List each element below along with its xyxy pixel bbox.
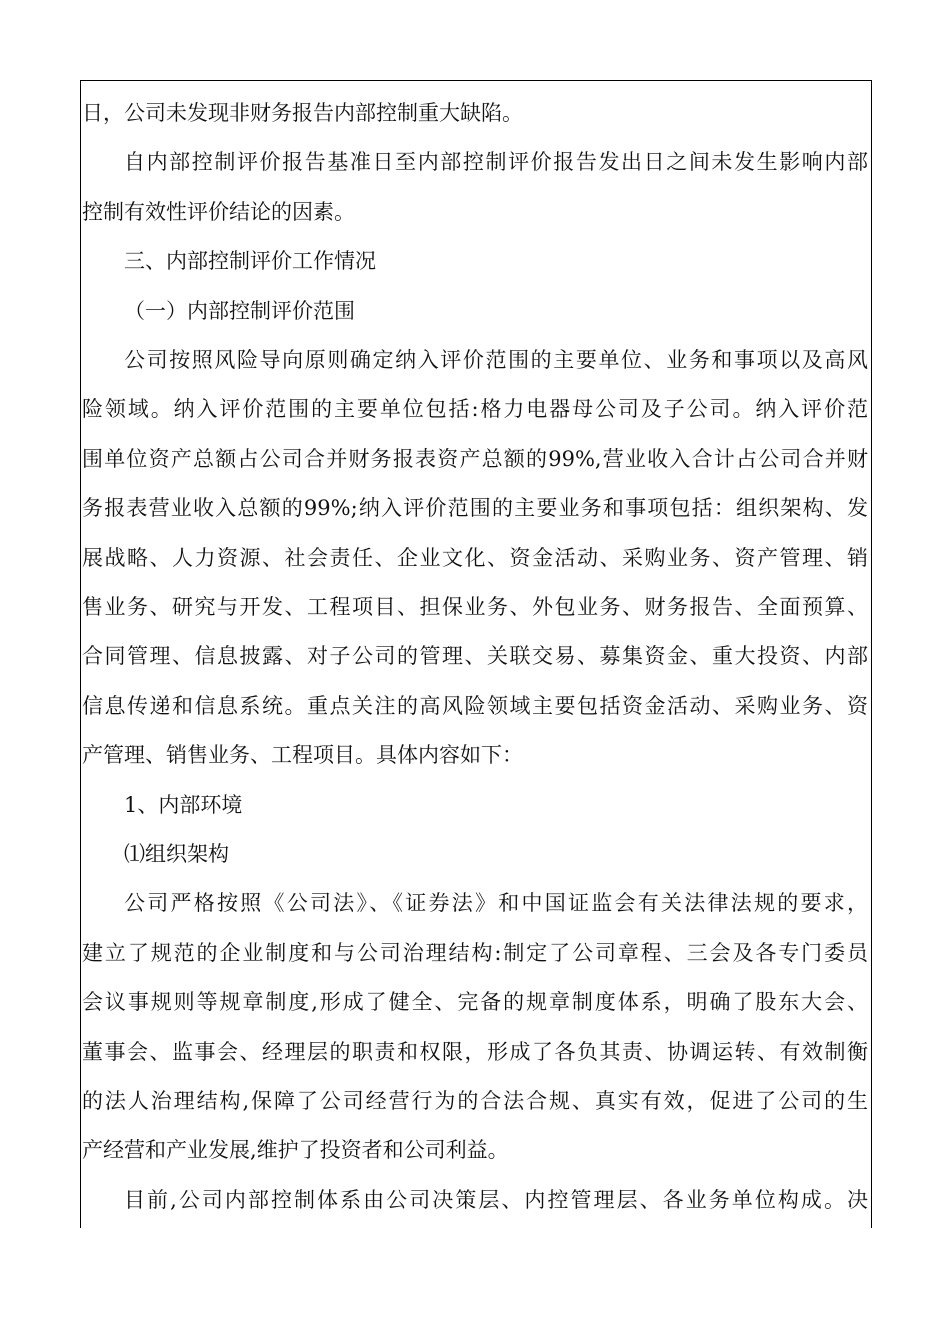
- text-line: 三、内部控制评价工作情况: [124, 249, 376, 273]
- text-line: 目前,公司内部控制体系由公司决策层、内控管理层、各业务单位构成。决: [124, 1188, 868, 1212]
- text-line: 日，公司未发现非财务报告内部控制重大缺陷。: [82, 101, 523, 125]
- text-line: 公司严格按照《公司法》、《证券法》和中国证监会有关法律法规的要求，: [124, 891, 868, 915]
- text-line: 围单位资产总额占公司合并财务报表资产总额的99%,营业收入合计占公司合并财: [82, 447, 868, 471]
- text-line: 信息传递和信息系统。重点关注的高风险领域主要包括资金活动、采购业务、资: [82, 694, 868, 718]
- text-line: 产管理、销售业务、工程项目。具体内容如下：: [82, 743, 523, 767]
- text-line: 董事会、监事会、经理层的职责和权限，形成了各负其责、协调运转、有效制衡: [82, 1040, 868, 1064]
- text-line: 务报表营业收入总额的99%;纳入评价范围的主要业务和事项包括：组织架构、发: [82, 496, 868, 520]
- text-line: 自内部控制评价报告基准日至内部控制评价报告发出日之间未发生影响内部: [124, 150, 868, 174]
- text-line: 的法人治理结构,保障了公司经营行为的合法合规、真实有效，促进了公司的生: [82, 1089, 868, 1113]
- text-line: 会议事规则等规章制度,形成了健全、完备的规章制度体系，明确了股东大会、: [82, 990, 868, 1014]
- text-line: 展战略、人力资源、社会责任、企业文化、资金活动、采购业务、资产管理、销: [82, 546, 868, 570]
- text-line: 控制有效性评价结论的因素。: [82, 200, 355, 224]
- text-line: 险领域。纳入评价范围的主要单位包括:格力电器母公司及子公司。纳入评价范: [82, 397, 868, 421]
- text-line: 产经营和产业发展,维护了投资者和公司利益。: [82, 1138, 509, 1162]
- text-line: 售业务、研究与开发、工程项目、担保业务、外包业务、财务报告、全面预算、: [82, 595, 868, 619]
- text-line: 1、内部环境: [124, 793, 243, 817]
- text-line: （一）内部控制评价范围: [124, 299, 355, 323]
- text-line: 公司按照风险导向原则确定纳入评价范围的主要单位、业务和事项以及高风: [124, 348, 868, 372]
- text-line: ⑴组织架构: [124, 842, 229, 866]
- text-line: 合同管理、信息披露、对子公司的管理、关联交易、募集资金、重大投资、内部: [82, 644, 868, 668]
- text-line: 建立了规范的企业制度和与公司治理结构:制定了公司章程、三会及各专门委员: [82, 941, 868, 965]
